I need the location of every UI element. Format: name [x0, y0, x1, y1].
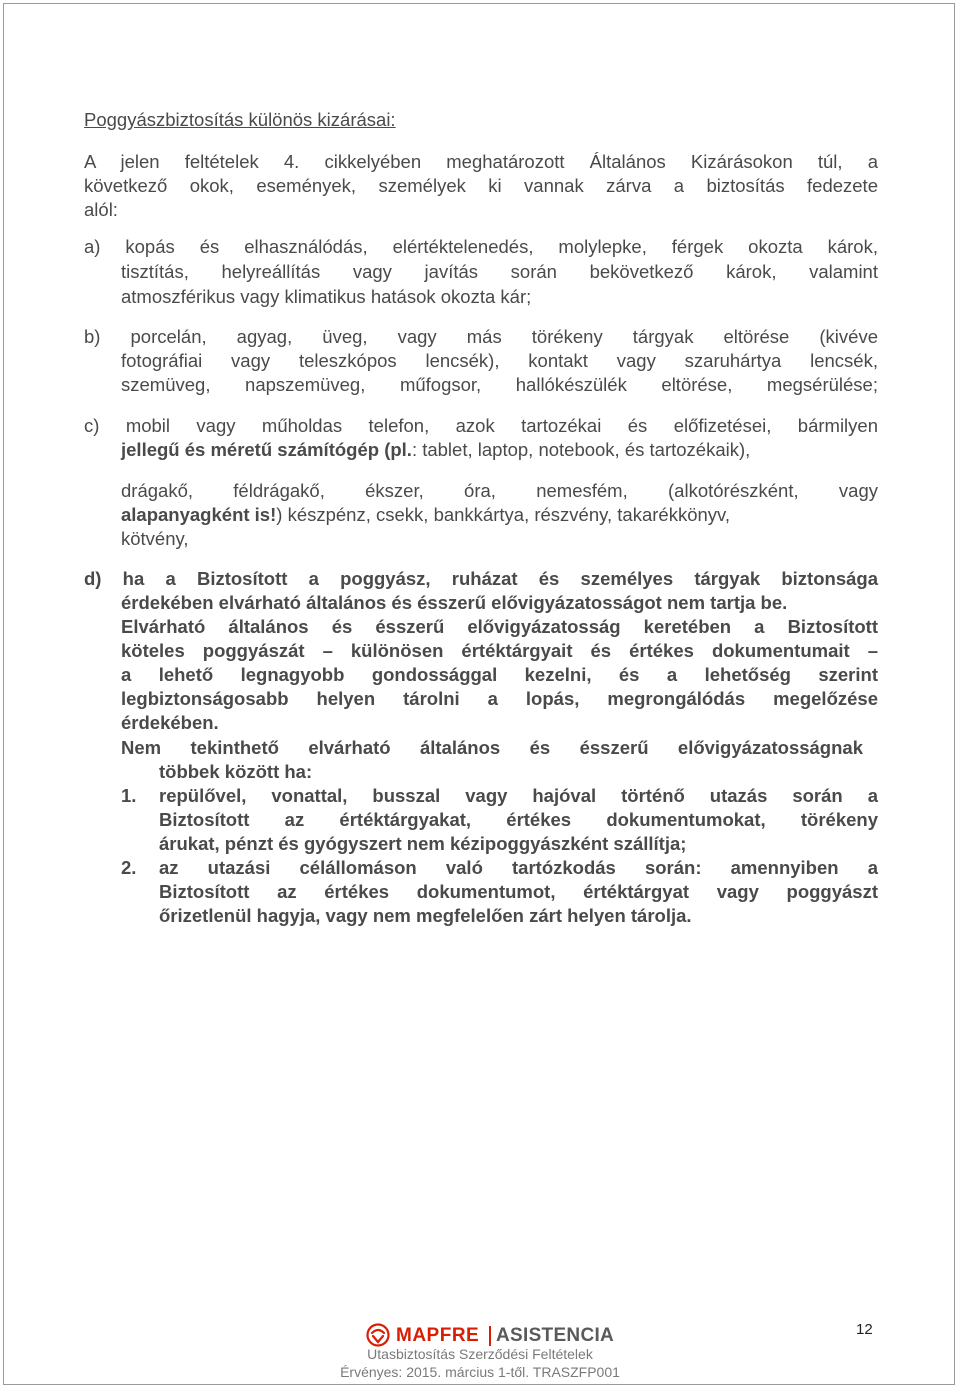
- item-d-line-4: köteles poggyászát – különösen értéktárgyait és értékes dokumentumait –: [121, 640, 878, 661]
- item-d-line-5: a lehető legnagyobb gondossággal kezelni, és a lehetőség szerint: [121, 664, 878, 685]
- logo-sub-text: ASISTENCIA: [496, 1325, 615, 1346]
- logo-brand-text: MAPFRE: [396, 1325, 480, 1346]
- item-c2-line-2-bold: alapanyagként is!: [121, 504, 277, 525]
- item-d-line-1: d) ha a Biztosított a poggyász, ruházat és személyes tárgyak biztonsága: [84, 568, 878, 589]
- item-d-line-2: érdekében elvárható általános és ésszerű elővigyázatosságot nem tartja be.: [121, 592, 788, 613]
- item-a-line-2: tisztítás, helyreállítás vagy javítás során bekövetkező károk, valamint: [121, 261, 878, 282]
- intro-line-1: A jelen feltételek 4. cikkelyében meghatározott Általános Kizárásokon túl, a: [84, 151, 878, 172]
- mapfre-emblem-icon: [366, 1323, 390, 1347]
- item-d-line-9: többek között ha:: [159, 761, 313, 782]
- item-b-line-2: fotográfiai vagy teleszkópos lencsék), kontakt vagy szaruhártya lencsék,: [121, 350, 878, 371]
- list-item-2-line-1: az utazási célállomáson való tartózkodás során: amennyiben a: [159, 857, 878, 878]
- item-c2-line-2: [121, 503, 730, 527]
- item-c-line-1: c) mobil vagy műholdas telefon, azok tartozékai és előfizetései, bármilyen: [84, 415, 878, 436]
- list-item-2-line-2: Biztosított az értékes dokumentumot, értéktárgyat vagy poggyászt: [159, 881, 878, 902]
- item-c2-line-2-rest: ) készpénz, csekk, bankkártya, részvény, takarékkönyv,: [276, 504, 731, 525]
- section-title: Poggyászbiztosítás különös kizárásai:: [84, 109, 396, 130]
- item-b-line-3: szemüveg, napszemüveg, műfogsor, hallókészülék eltörése, megsérülése;: [121, 374, 878, 395]
- list-item-1-line-2: Biztosított az értéktárgyakat, értékes dokumentumokat, törékeny: [159, 809, 878, 830]
- item-c-line-2: [121, 438, 750, 462]
- logo-divider: [489, 1326, 491, 1346]
- page-number: 12: [856, 1321, 873, 1338]
- item-c2-line-3: kötvény,: [121, 528, 189, 549]
- intro-line-2: következő okok, események, személyek ki vannak zárva a biztosítás fedezete: [84, 175, 878, 196]
- list-item-2-number: 2.: [121, 857, 137, 878]
- item-d-line-8: Nem tekinthető elvárható általános és ésszerű elővigyázatosságnak: [121, 737, 863, 758]
- item-c2-line-1: drágakő, féldrágakő, ékszer, óra, nemesfém, (alkotórészként, vagy: [121, 480, 878, 501]
- footer-doc-title: Utasbiztosítás Szerződési Feltételek: [367, 1346, 593, 1362]
- item-a-line-1: a) kopás és elhasználódás, elértéktelenedés, molylepke, férgek okozta károk,: [84, 236, 878, 257]
- list-item-1-number: 1.: [121, 785, 137, 806]
- list-item-2-line-3: őrizetlenül hagyja, vagy nem megfelelően zárt helyen tárolja.: [159, 905, 692, 926]
- footer-validity: Érvényes: 2015. március 1-től. TRASZFP001: [340, 1364, 620, 1380]
- item-c-line-2-bold: jellegű és méretű számítógép (pl.: [121, 439, 412, 460]
- item-c-line-2-rest: : tablet, laptop, notebook, és tartozékaik),: [411, 439, 751, 460]
- item-d-line-3: Elvárható általános és ésszerű elővigyázatosság keretében a Biztosított: [121, 616, 878, 637]
- list-item-1-line-3: árukat, pénzt és gyógyszert nem kézipoggyászként szállítja;: [159, 833, 687, 854]
- intro-line-3: alól:: [84, 199, 118, 220]
- item-d-line-7: érdekében.: [121, 712, 219, 733]
- list-item-1-line-1: repülővel, vonattal, busszal vagy hajóval történő utazás során a: [159, 785, 878, 806]
- item-d-line-6: legbiztonságosabb helyen tárolni a lopás, megrongálódás megelőzése: [121, 688, 878, 709]
- item-b-line-1: b) porcelán, agyag, üveg, vagy más törékeny tárgyak eltörése (kivéve: [84, 326, 878, 347]
- item-a-line-3: atmoszférikus vagy klimatikus hatások okozta kár;: [121, 286, 532, 307]
